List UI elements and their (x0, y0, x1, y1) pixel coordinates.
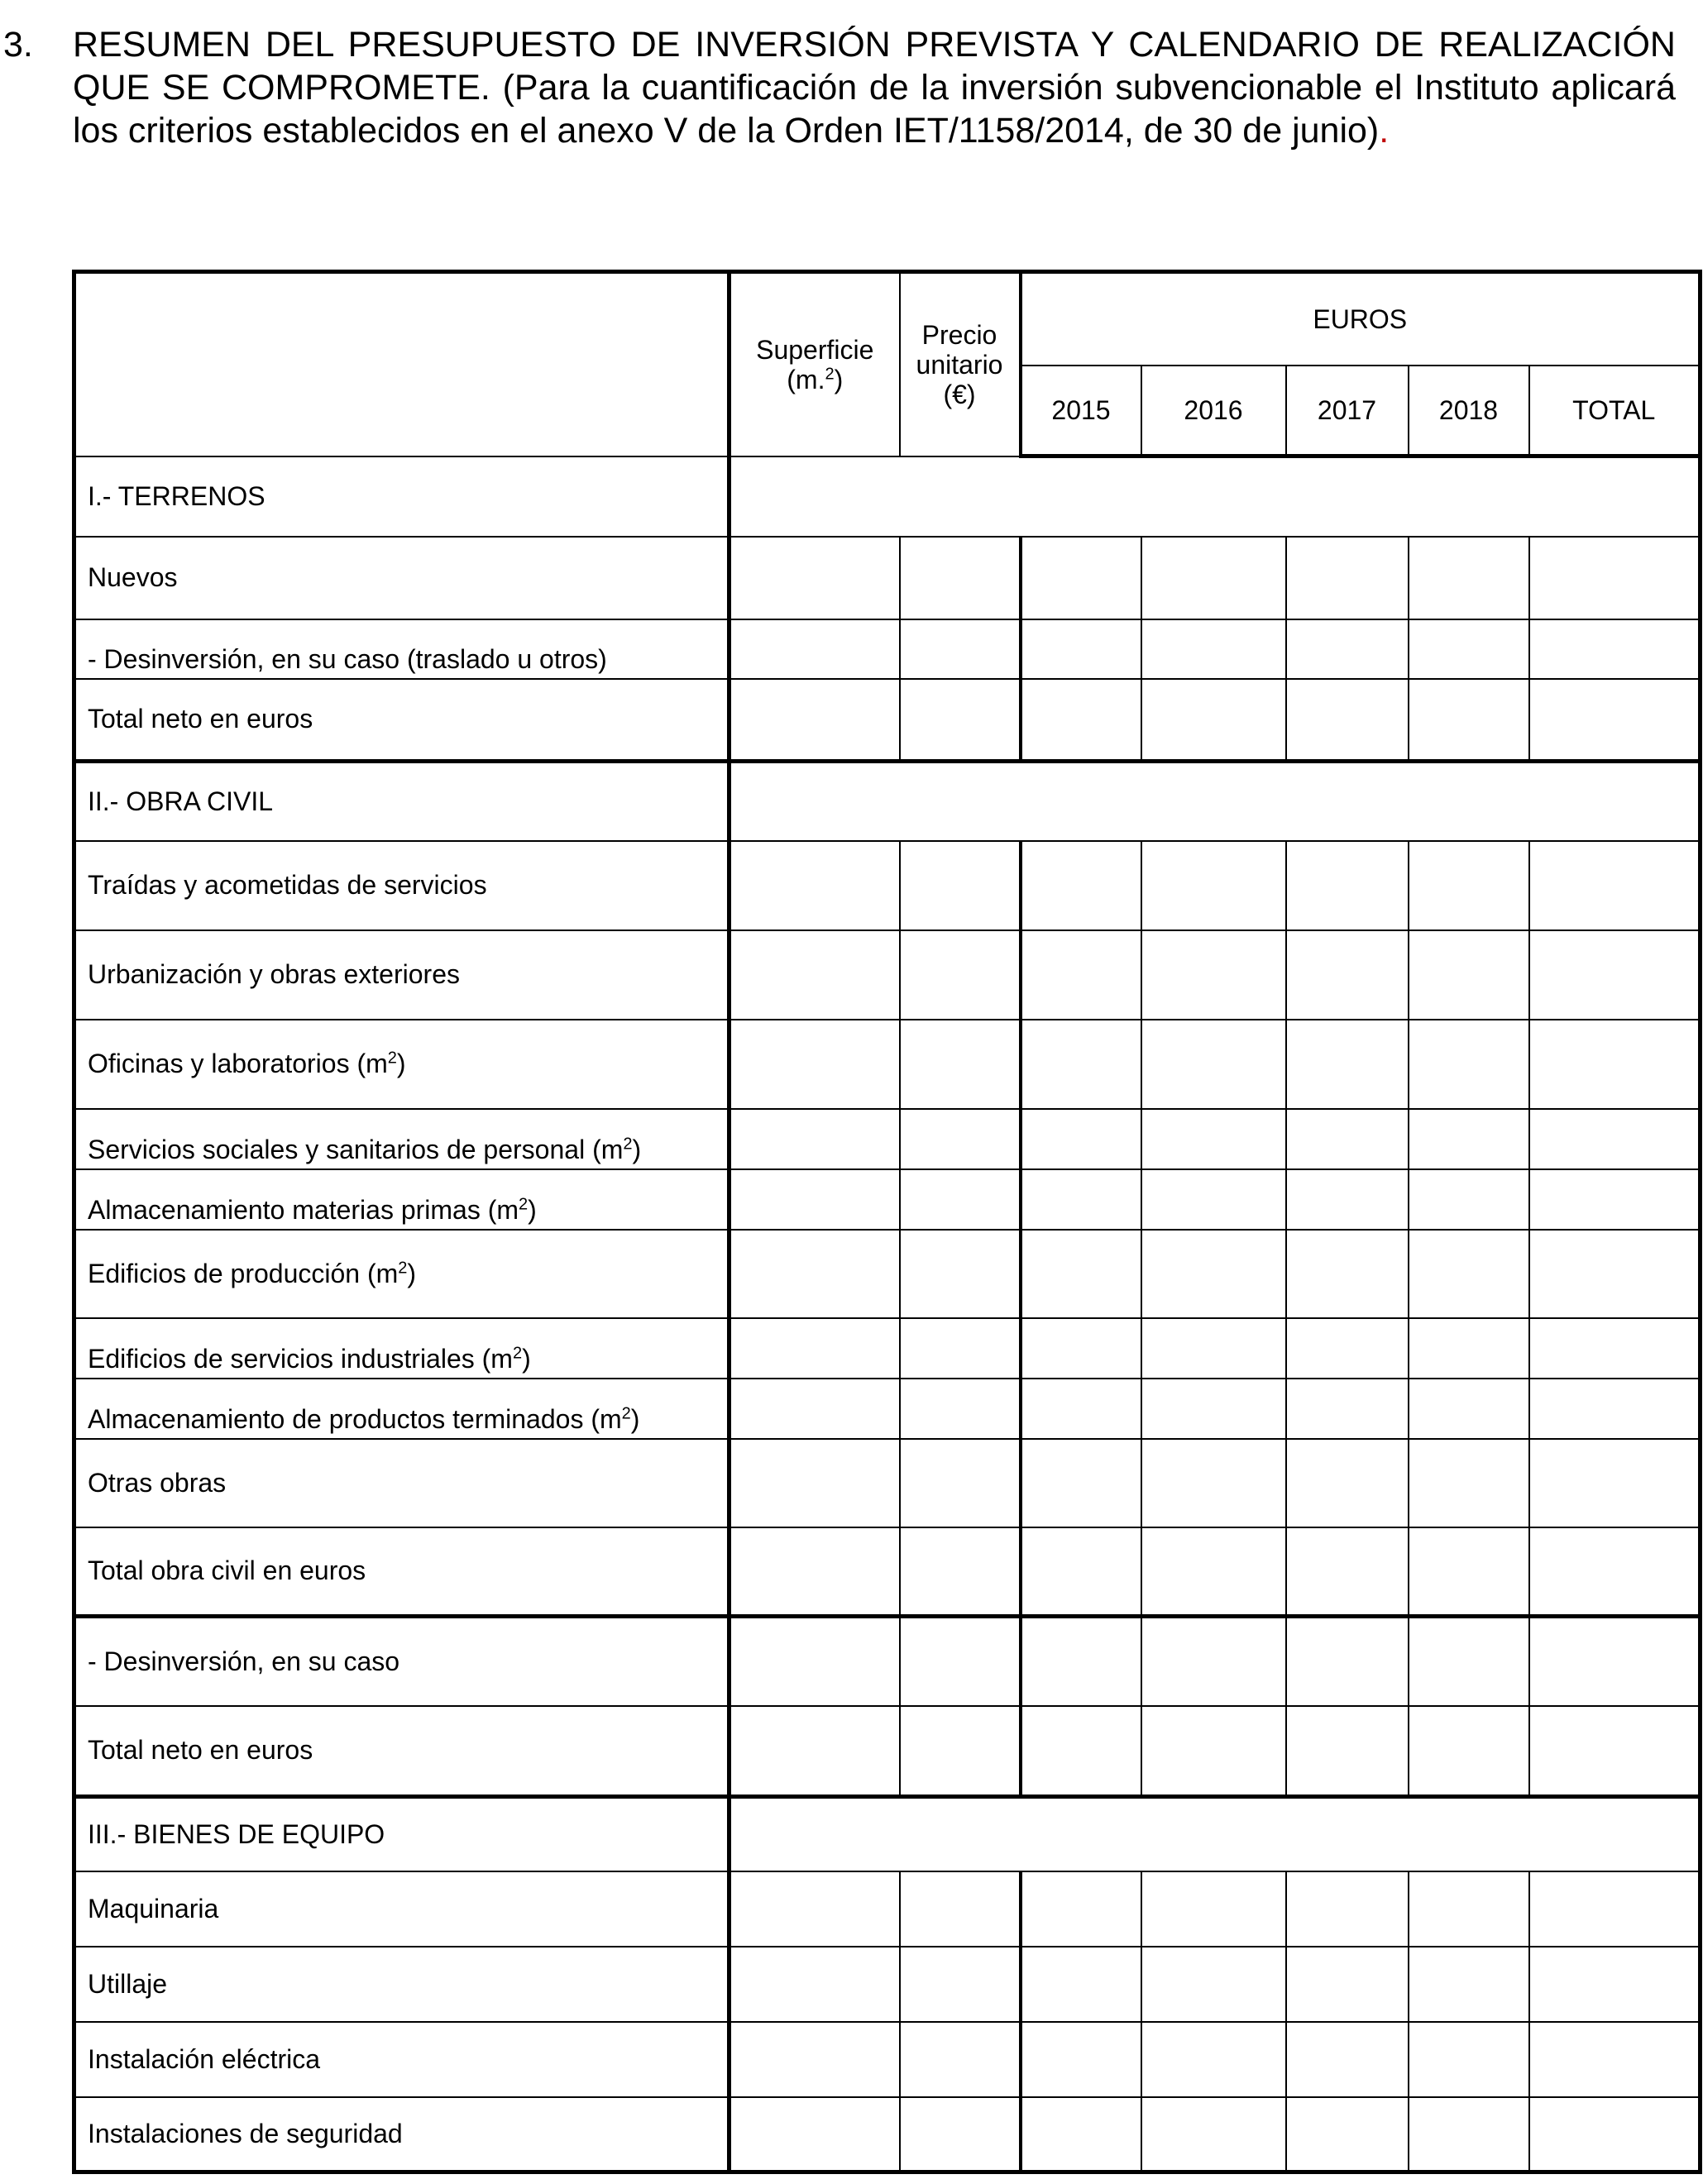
group-heading-row (74, 456, 1701, 537)
cell-superficie (730, 679, 900, 762)
cell-2016 (1141, 1109, 1286, 1169)
cell-2017 (1286, 1706, 1409, 1797)
cell-2017 (1286, 841, 1409, 930)
cell-2015 (1021, 1871, 1141, 1947)
table-row (74, 2097, 1701, 2172)
cell-precio (900, 1109, 1021, 1169)
cell-precio (900, 2097, 1021, 2172)
table-row (74, 537, 1701, 619)
row-label: Oficinas y laboratorios $(m^2)$ (74, 1020, 730, 1109)
cell-total (1529, 1617, 1701, 1706)
cell-total (1529, 1947, 1701, 2022)
header-superficie: Superficie (m.$^2$) (730, 272, 900, 456)
header-total: TOTAL (1529, 366, 1701, 456)
row-label: Almacenamiento de productos terminados $(m^2)$ (74, 1379, 730, 1439)
cell-2018 (1409, 930, 1529, 1020)
cell-2017 (1286, 2022, 1409, 2097)
cell-2018 (1409, 619, 1529, 679)
cell-2017 (1286, 537, 1409, 619)
cell-2017 (1286, 1020, 1409, 1109)
cell-2018 (1409, 1230, 1529, 1318)
cell-superficie (730, 1379, 900, 1439)
header-euros: EUROS (1021, 272, 1701, 366)
cell-2015 (1021, 1318, 1141, 1379)
cell-superficie (730, 1947, 900, 2022)
header-year-2018: 2018 (1409, 366, 1529, 456)
cell-precio (900, 1706, 1021, 1797)
cell-superficie (730, 1230, 900, 1318)
header-year-2017: 2017 (1286, 366, 1409, 456)
cell-superficie (730, 1109, 900, 1169)
row-label: Total obra civil en euros (74, 1527, 730, 1617)
section-title (73, 23, 1676, 152)
cell-2016 (1141, 1230, 1286, 1318)
header-precio-unitario: Precio unitario (€) (900, 272, 1021, 456)
group-heading-span (730, 762, 1701, 841)
cell-2015 (1021, 841, 1141, 930)
cell-2015 (1021, 1439, 1141, 1527)
table-row (74, 1947, 1701, 2022)
cell-precio (900, 930, 1021, 1020)
cell-2017 (1286, 679, 1409, 762)
cell-total (1529, 679, 1701, 762)
cell-2015 (1021, 537, 1141, 619)
section-title-text: RESUMEN DEL PRESUPUESTO DE INVERSIÓN PREVISTA Y CALENDARIO DE REALIZACIÓN QUE SE COMPROMETE. (Para la cuantificación de la inversión subvencionable el Instituto aplicará los criterios establecidos en el anexo V de la Orden IET/1158/2014, de 30 de junio) (73, 25, 1676, 151)
cell-2018 (1409, 1379, 1529, 1439)
cell-precio (900, 1020, 1021, 1109)
cell-superficie (730, 1020, 900, 1109)
cell-total (1529, 1109, 1701, 1169)
row-label: Edificios de servicios industriales $(m^2)$ (74, 1318, 730, 1379)
group-heading-row (74, 762, 1701, 841)
cell-precio (900, 1379, 1021, 1439)
table-row (74, 679, 1701, 762)
cell-2015 (1021, 1706, 1141, 1797)
cell-total (1529, 1706, 1701, 1797)
group-heading: I.- TERRENOS (74, 456, 730, 537)
cell-2017 (1286, 1318, 1409, 1379)
cell-total (1529, 2097, 1701, 2172)
cell-precio (900, 679, 1021, 762)
cell-precio (900, 1230, 1021, 1318)
group-heading: III.- BIENES DE EQUIPO (74, 1797, 730, 1871)
cell-2017 (1286, 930, 1409, 1020)
cell-2015 (1021, 2022, 1141, 2097)
cell-superficie (730, 1169, 900, 1230)
cell-superficie (730, 841, 900, 930)
table-row (74, 1439, 1701, 1527)
table-row (74, 1020, 1701, 1109)
cell-total (1529, 619, 1701, 679)
cell-2016 (1141, 679, 1286, 762)
cell-total (1529, 1230, 1701, 1318)
cell-2016 (1141, 1617, 1286, 1706)
cell-total (1529, 1439, 1701, 1527)
cell-2018 (1409, 1318, 1529, 1379)
cell-superficie (730, 1871, 900, 1947)
row-label: - Desinversión, en su caso (traslado u otros) (74, 619, 730, 679)
cell-total (1529, 1169, 1701, 1230)
table-row (74, 619, 1701, 679)
row-label: Utillaje (74, 1947, 730, 2022)
cell-2017 (1286, 1871, 1409, 1947)
cell-2018 (1409, 1020, 1529, 1109)
cell-superficie (730, 2022, 900, 2097)
cell-2018 (1409, 1871, 1529, 1947)
cell-superficie (730, 930, 900, 1020)
row-label: Servicios sociales y sanitarios de personal $(m^2)$ (74, 1109, 730, 1169)
cell-superficie (730, 619, 900, 679)
table-row (74, 1379, 1701, 1439)
cell-2017 (1286, 1169, 1409, 1230)
cell-2016 (1141, 2097, 1286, 2172)
table-row (74, 1318, 1701, 1379)
cell-2018 (1409, 537, 1529, 619)
cell-2015 (1021, 1527, 1141, 1617)
cell-2017 (1286, 1109, 1409, 1169)
cell-2015 (1021, 1947, 1141, 2022)
cell-precio (900, 1439, 1021, 1527)
cell-superficie (730, 1706, 900, 1797)
row-label: Total neto en euros (74, 1706, 730, 1797)
cell-2017 (1286, 1527, 1409, 1617)
cell-precio (900, 1617, 1021, 1706)
cell-total (1529, 1020, 1701, 1109)
cell-2017 (1286, 1379, 1409, 1439)
row-label: Maquinaria (74, 1871, 730, 1947)
cell-2018 (1409, 1169, 1529, 1230)
row-label: Total neto en euros (74, 679, 730, 762)
row-label: - Desinversión, en su caso (74, 1617, 730, 1706)
cell-2015 (1021, 1230, 1141, 1318)
cell-precio (900, 841, 1021, 930)
cell-2018 (1409, 2022, 1529, 2097)
cell-2016 (1141, 1706, 1286, 1797)
section-title-end: . (1379, 111, 1390, 151)
cell-2018 (1409, 679, 1529, 762)
cell-2015 (1021, 1109, 1141, 1169)
header-year-2016: 2016 (1141, 366, 1286, 456)
header-blank-cell (74, 272, 730, 456)
cell-superficie (730, 2097, 900, 2172)
group-heading: II.- OBRA CIVIL (74, 762, 730, 841)
cell-2018 (1409, 1527, 1529, 1617)
cell-2016 (1141, 1020, 1286, 1109)
cell-total (1529, 841, 1701, 930)
cell-precio (900, 1318, 1021, 1379)
cell-2015 (1021, 1020, 1141, 1109)
cell-2017 (1286, 1947, 1409, 2022)
cell-superficie (730, 1318, 900, 1379)
cell-precio (900, 1169, 1021, 1230)
cell-2016 (1141, 930, 1286, 1020)
cell-total (1529, 537, 1701, 619)
table-row (74, 1706, 1701, 1797)
cell-2018 (1409, 1617, 1529, 1706)
cell-2017 (1286, 1617, 1409, 1706)
cell-2017 (1286, 1230, 1409, 1318)
cell-2016 (1141, 1318, 1286, 1379)
cell-precio (900, 1871, 1021, 1947)
row-label: Nuevos (74, 537, 730, 619)
cell-2016 (1141, 1871, 1286, 1947)
cell-2016 (1141, 1379, 1286, 1439)
table-row (74, 930, 1701, 1020)
cell-total (1529, 2022, 1701, 2097)
cell-2015 (1021, 1379, 1141, 1439)
table-row (74, 1109, 1701, 1169)
cell-precio (900, 619, 1021, 679)
cell-2015 (1021, 930, 1141, 1020)
cell-2016 (1141, 1169, 1286, 1230)
row-label: Instalaciones de seguridad (74, 2097, 730, 2172)
table-row (74, 1527, 1701, 1617)
cell-total (1529, 1527, 1701, 1617)
cell-2018 (1409, 1109, 1529, 1169)
cell-2018 (1409, 841, 1529, 930)
header-year-2015: 2015 (1021, 366, 1141, 456)
cell-precio (900, 1527, 1021, 1617)
cell-2017 (1286, 1439, 1409, 1527)
cell-2017 (1286, 2097, 1409, 2172)
cell-2018 (1409, 1706, 1529, 1797)
cell-superficie (730, 1527, 900, 1617)
row-label: Traídas y acometidas de servicios (74, 841, 730, 930)
cell-2016 (1141, 841, 1286, 930)
cell-precio (900, 1947, 1021, 2022)
cell-superficie (730, 537, 900, 619)
cell-precio (900, 537, 1021, 619)
row-label: Edificios de producción $(m^2)$ (74, 1230, 730, 1318)
section-number: 3. (3, 25, 33, 65)
cell-2016 (1141, 619, 1286, 679)
group-heading-row (74, 1797, 1701, 1871)
cell-2017 (1286, 619, 1409, 679)
cell-2018 (1409, 1439, 1529, 1527)
cell-total (1529, 1318, 1701, 1379)
row-label: Otras obras (74, 1439, 730, 1527)
cell-total (1529, 930, 1701, 1020)
cell-total (1529, 1379, 1701, 1439)
cell-precio (900, 2022, 1021, 2097)
budget-table (72, 270, 1702, 2174)
cell-2015 (1021, 1617, 1141, 1706)
row-label: Instalación eléctrica (74, 2022, 730, 2097)
group-heading-span (730, 1797, 1701, 1871)
cell-2016 (1141, 1527, 1286, 1617)
row-label: Urbanización y obras exteriores (74, 930, 730, 1020)
table-row (74, 1230, 1701, 1318)
cell-2015 (1021, 1169, 1141, 1230)
table-row (74, 1871, 1701, 1947)
cell-2016 (1141, 2022, 1286, 2097)
cell-2016 (1141, 1439, 1286, 1527)
table-row (74, 1617, 1701, 1706)
row-label: Almacenamiento materias primas $(m^2)$ (74, 1169, 730, 1230)
table-row (74, 841, 1701, 930)
table-row (74, 1169, 1701, 1230)
cell-superficie (730, 1617, 900, 1706)
cell-superficie (730, 1439, 900, 1527)
cell-total (1529, 1871, 1701, 1947)
cell-2016 (1141, 1947, 1286, 2022)
cell-2015 (1021, 679, 1141, 762)
cell-2018 (1409, 1947, 1529, 2022)
cell-2016 (1141, 537, 1286, 619)
header-row-top (74, 272, 1701, 366)
cell-2015 (1021, 2097, 1141, 2172)
group-heading-span (730, 456, 1701, 537)
table-row (74, 2022, 1701, 2097)
cell-2018 (1409, 2097, 1529, 2172)
cell-2015 (1021, 619, 1141, 679)
